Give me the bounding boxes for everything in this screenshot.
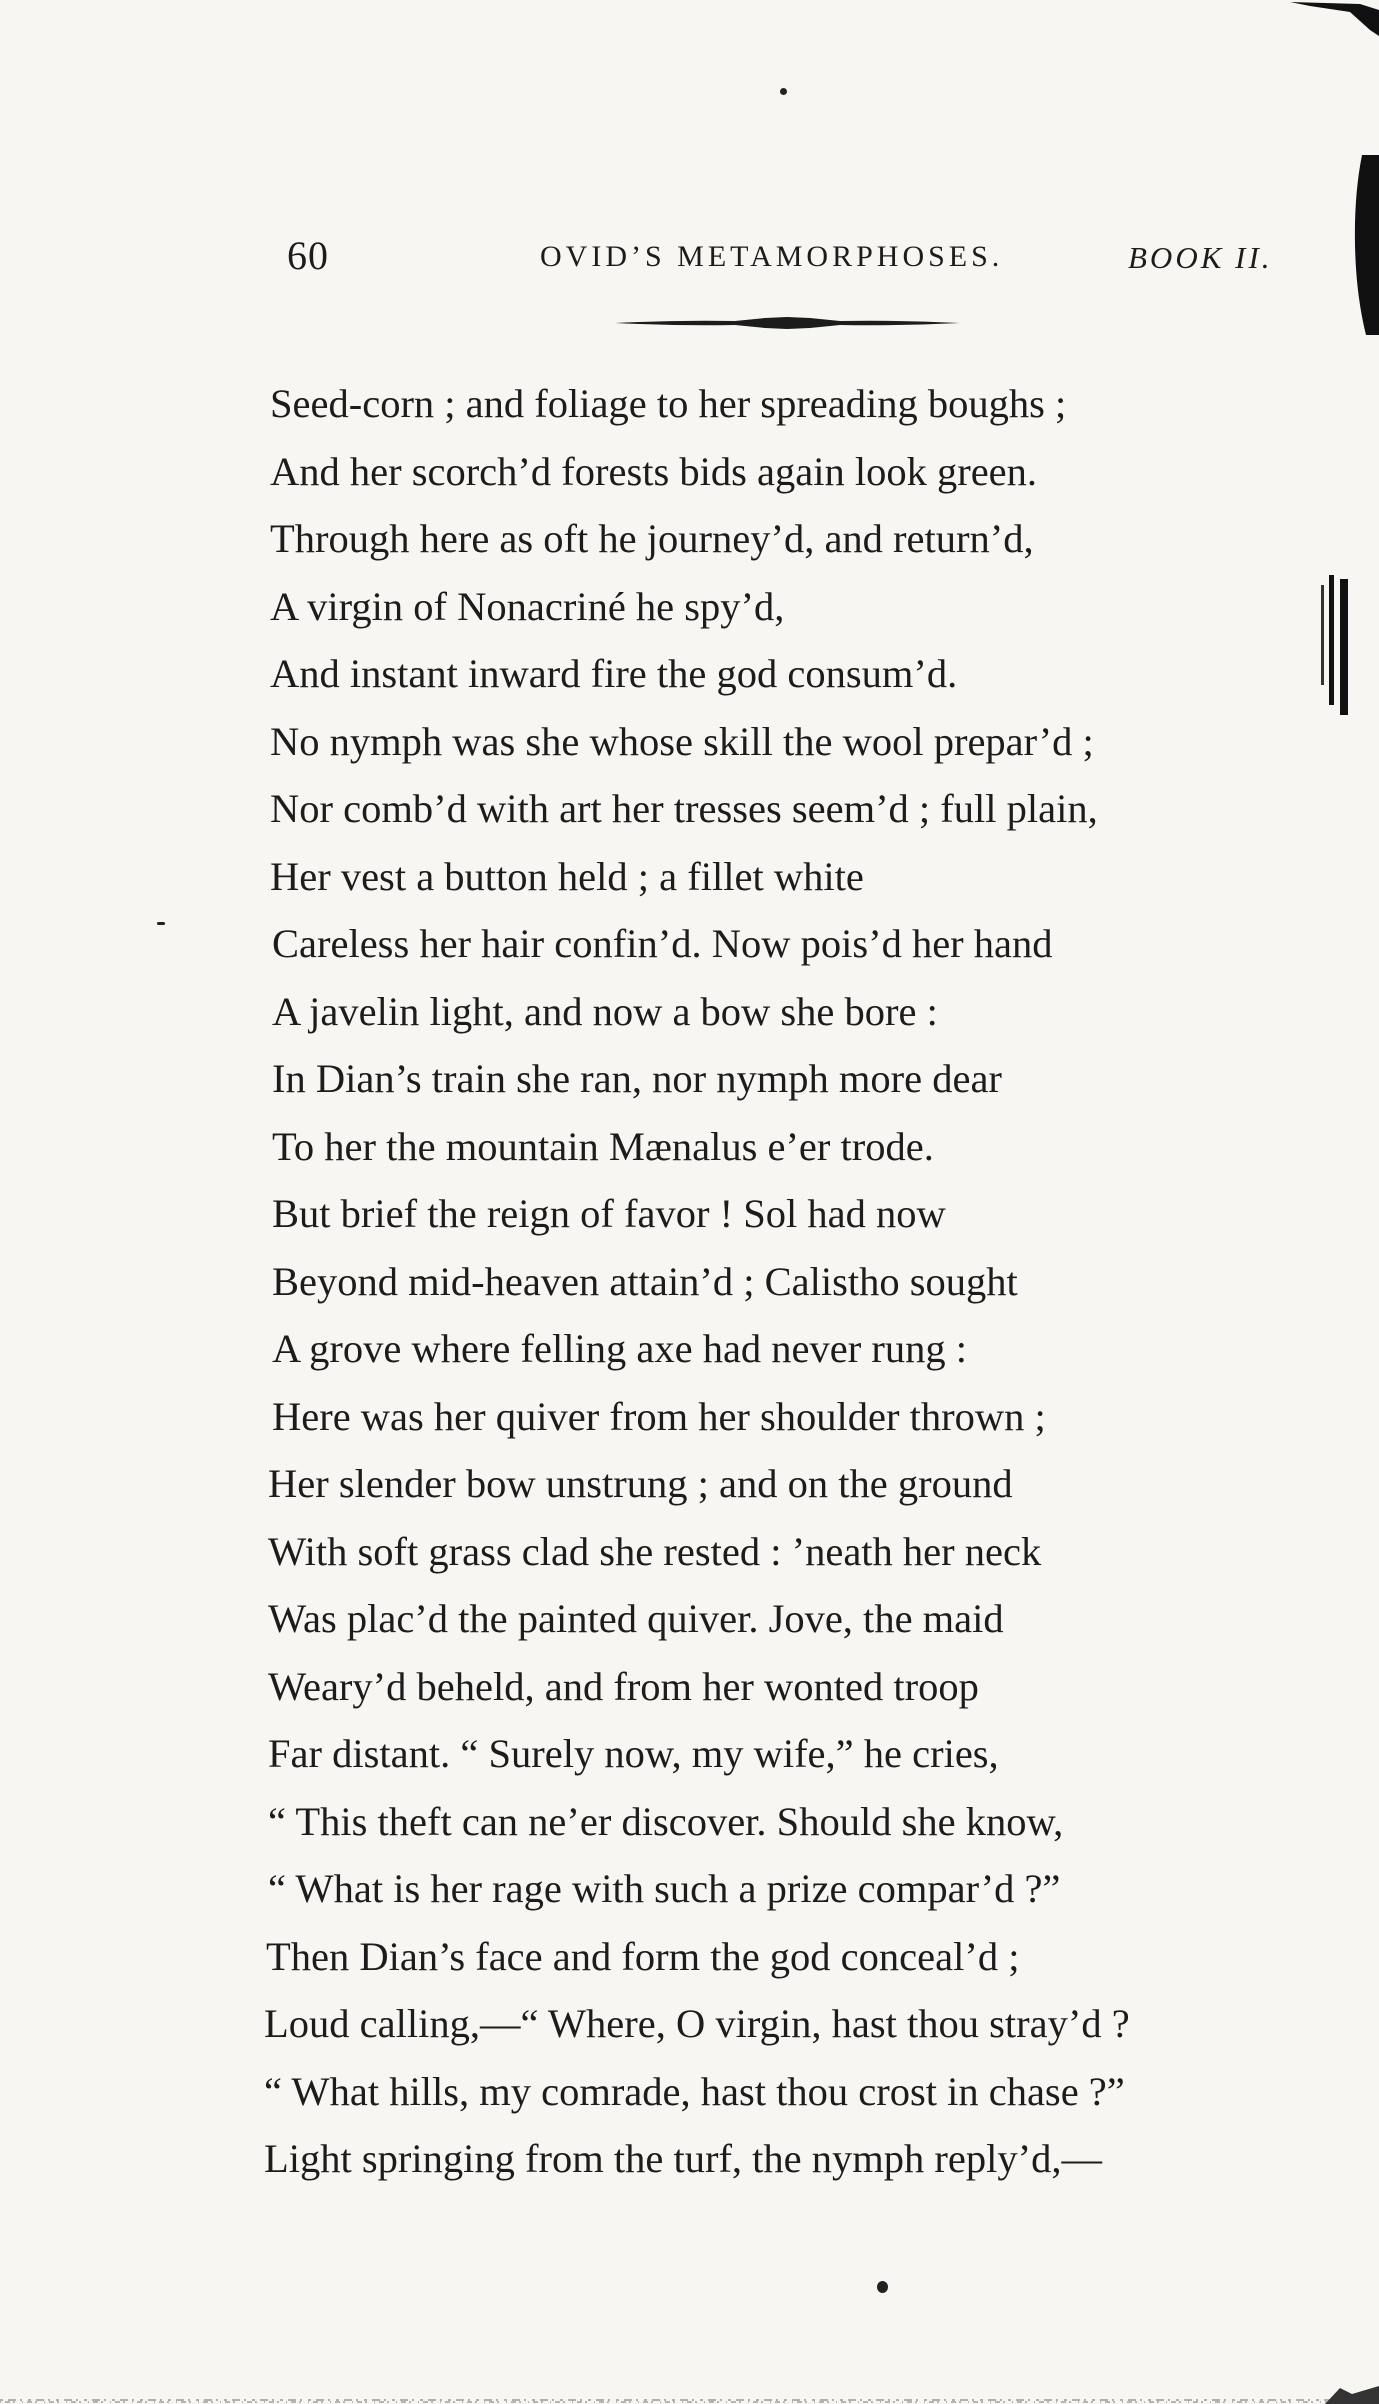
ink-speck xyxy=(877,2281,888,2293)
verse-line: Nor comb’d with art her tresses seem’d ; full plain, xyxy=(270,786,1098,831)
verse-line: Seed-corn ; and foliage to her spreading boughs ; xyxy=(270,381,1067,426)
binding-edge-mark xyxy=(1352,155,1379,335)
verse-line: Then Dian’s face and form the god conceal’d ; xyxy=(266,1933,1020,1979)
verse-line: A virgin of Nonacriné he spy’d, xyxy=(270,583,785,629)
verse-line: Weary’d beheld, and from her wonted troop xyxy=(268,1663,979,1709)
verse-line: Light springing from the turf, the nymph reply’d,— xyxy=(264,2136,1102,2181)
verse-line: And her scorch’d forests bids again look green. xyxy=(270,448,1038,494)
running-head xyxy=(0,232,1379,292)
running-title: OVID’S METAMORPHOSES. xyxy=(540,240,1004,273)
verse-line: “ What is her rage with such a prize compar’d ?” xyxy=(268,1866,1061,1911)
header-rule-ornament xyxy=(615,317,960,329)
ink-speck xyxy=(157,922,165,925)
verse-line: Beyond mid-heaven attain’d ; Calistho sought xyxy=(272,1258,1018,1304)
verse-line: Through here as oft he journey’d, and return’d, xyxy=(270,516,1034,561)
verse-line: Careless her hair confin’d. Now pois’d her hand xyxy=(272,921,1053,966)
verse-line: Loud calling,—“ Where, O virgin, hast thou stray’d ? xyxy=(264,2001,1130,2046)
verse-line: “ This theft can ne’er discover. Should she know, xyxy=(268,1798,1064,1844)
book-label: BOOK II. xyxy=(1128,240,1273,275)
verse-line: With soft grass clad she rested : ’neath her neck xyxy=(268,1528,1042,1574)
verse-line: Her slender bow unstrung ; and on the ground xyxy=(268,1461,1013,1506)
poem-text xyxy=(264,370,1270,2193)
verse-line: But brief the reign of favor ! Sol had now xyxy=(272,1191,946,1236)
verse-line: Far distant. “ Surely now, my wife,” he cries, xyxy=(268,1731,999,1776)
verse-line: Here was her quiver from her shoulder thrown ; xyxy=(272,1393,1046,1439)
verse-line: And instant inward fire the god consum’d. xyxy=(270,651,958,696)
page-corner-mark xyxy=(1290,0,1379,40)
page-number: 60 xyxy=(287,233,329,278)
ink-speck xyxy=(780,88,787,95)
verse-line: Was plac’d the painted quiver. Jove, the maid xyxy=(268,1596,1004,1641)
verse-line: “ What hills, my comrade, hast thou crost in chase ?” xyxy=(264,2068,1125,2114)
verse-line: A grove where felling axe had never rung : xyxy=(272,1326,967,1371)
verse-line: A javelin light, and now a bow she bore : xyxy=(272,988,938,1034)
verse-line: In Dian’s train she ran, nor nymph more dear xyxy=(272,1056,1002,1101)
verse-line: Her vest a button held ; a fillet white xyxy=(270,853,864,899)
binding-edge-mark xyxy=(1315,575,1355,715)
verse-line: To her the mountain Mænalus e’er trode. xyxy=(272,1123,934,1169)
bottom-edge-texture xyxy=(0,2380,1379,2404)
verse-line: No nymph was she whose skill the wool prepar’d ; xyxy=(270,718,1094,764)
